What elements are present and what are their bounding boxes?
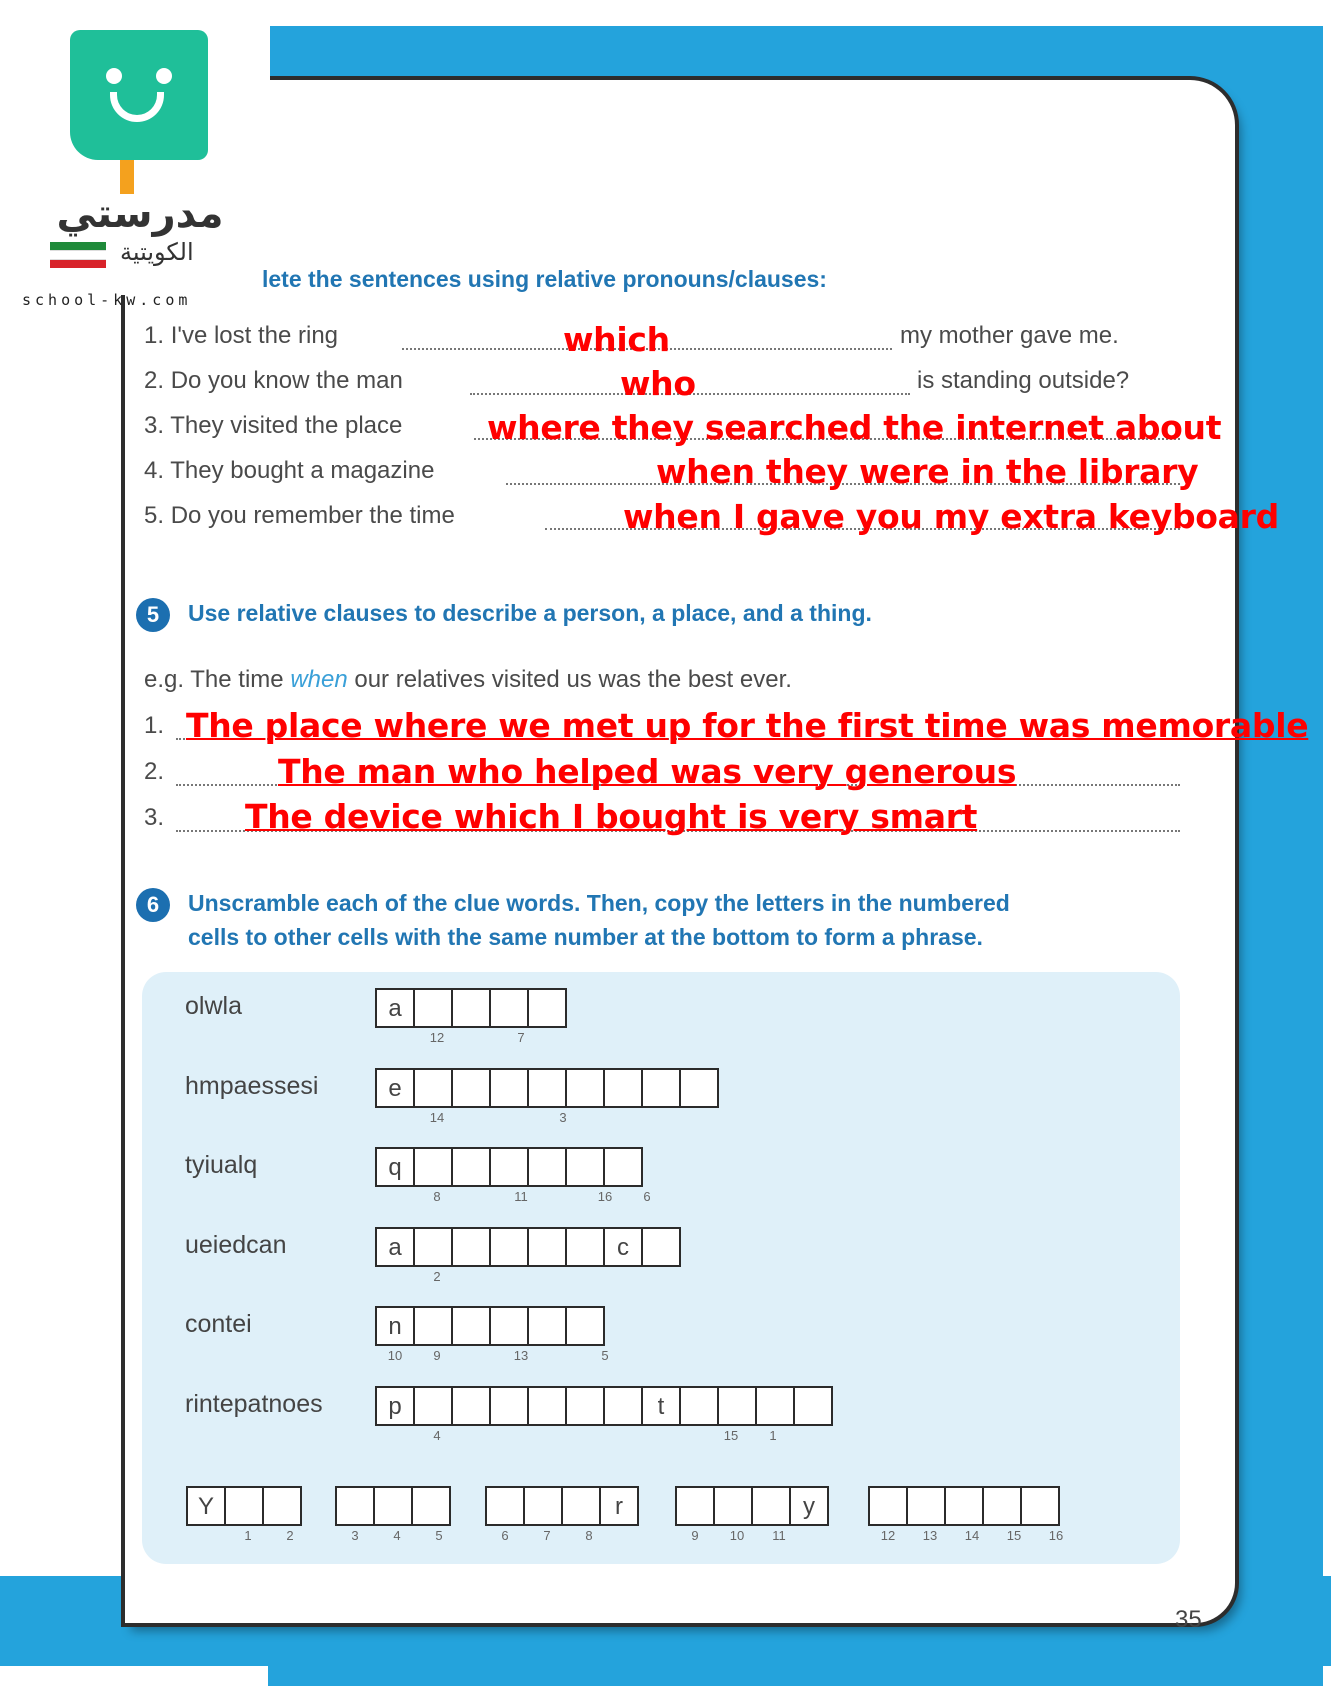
- letter-cell[interactable]: [565, 1147, 605, 1187]
- letter-cell[interactable]: [527, 1227, 567, 1267]
- letter-cell[interactable]: [489, 1306, 529, 1346]
- s4-item2: [144, 367, 403, 395]
- letter-cell[interactable]: [489, 1386, 529, 1426]
- phrase-letter-cell[interactable]: [373, 1486, 413, 1526]
- section6-number-badge: 6: [136, 888, 170, 922]
- answer-text: when they were in the library: [656, 452, 1199, 491]
- logo-smile: [110, 92, 164, 122]
- item-number: 2.: [144, 367, 165, 394]
- letter-cell[interactable]: [717, 1386, 757, 1426]
- section6-heading-line1: Unscramble each of the clue words. Then, copy the letters in the numbered: [188, 890, 1010, 916]
- letter-cell[interactable]: [413, 988, 453, 1028]
- letter-cell[interactable]: [565, 1386, 605, 1426]
- phrase-letter-cell[interactable]: [411, 1486, 451, 1526]
- letter-cell[interactable]: [565, 1068, 605, 1108]
- item-number: 4.: [144, 457, 165, 484]
- letter-cell[interactable]: [603, 1147, 643, 1187]
- sentence-start: I've lost the ring: [170, 322, 339, 349]
- cell-number: 11: [514, 1189, 528, 1204]
- cell-number: 5: [601, 1348, 609, 1363]
- cell-number: 15: [723, 1428, 739, 1443]
- answer-cell-row: [375, 1227, 681, 1267]
- example-start: e.g. The time: [144, 666, 284, 693]
- cell-number: 10: [729, 1528, 745, 1543]
- cell-number: 12: [880, 1528, 896, 1543]
- phrase-letter-cell[interactable]: [523, 1486, 563, 1526]
- cell-number: 13: [513, 1348, 529, 1363]
- sentence-end: my mother gave me.: [900, 322, 1119, 349]
- s4-item1: [144, 322, 338, 350]
- letter-cell[interactable]: [641, 1227, 681, 1267]
- letter-cell[interactable]: [451, 1227, 491, 1267]
- cell-number: 2: [433, 1269, 441, 1284]
- cell-number: 1: [769, 1428, 777, 1443]
- phrase-word-group: [186, 1486, 302, 1526]
- phrase-letter-cell[interactable]: [1020, 1486, 1060, 1526]
- cell-number: 2: [286, 1528, 294, 1543]
- cell-number: 6: [501, 1528, 509, 1543]
- phrase-letter-cell[interactable]: [262, 1486, 302, 1526]
- answer-text: which: [563, 320, 670, 359]
- item-number: 5.: [144, 502, 165, 529]
- letter-cell[interactable]: a: [375, 988, 415, 1028]
- phrase-word-group: [335, 1486, 451, 1526]
- letter-cell[interactable]: [755, 1386, 795, 1426]
- s4-item4: [144, 457, 434, 485]
- phrase-letter-cell[interactable]: [868, 1486, 908, 1526]
- answer-cell-row: [375, 1306, 605, 1346]
- letter-cell[interactable]: [413, 1227, 453, 1267]
- letter-cell[interactable]: [451, 1386, 491, 1426]
- cell-number: 7: [517, 1030, 525, 1045]
- example-keyword: when: [290, 666, 348, 693]
- clue-word: hmpaessesi: [185, 1072, 319, 1100]
- logo-eye-right: [156, 68, 172, 84]
- cell-number: 6: [643, 1189, 651, 1204]
- answer-text: who: [620, 364, 696, 403]
- page-number: 35: [1175, 1606, 1202, 1633]
- s5-item1-number: 1.: [144, 712, 165, 739]
- phrase-letter-cell[interactable]: [561, 1486, 601, 1526]
- cell-number: 9: [691, 1528, 699, 1543]
- answer-text: The man who helped was very generous: [278, 752, 1017, 791]
- letter-cell[interactable]: [413, 1386, 453, 1426]
- sentence-end: is standing outside?: [917, 367, 1130, 394]
- letter-cell[interactable]: [413, 1306, 453, 1346]
- phrase-letter-cell[interactable]: [713, 1486, 753, 1526]
- cell-number: 7: [543, 1528, 551, 1543]
- section5-example: [144, 666, 792, 694]
- letter-cell[interactable]: [527, 1147, 567, 1187]
- letter-cell[interactable]: [489, 988, 529, 1028]
- clue-word: contei: [185, 1310, 252, 1338]
- letter-cell[interactable]: [451, 1306, 491, 1346]
- s5-item2-number: 2.: [144, 758, 165, 785]
- section5-heading: Use relative clauses to describe a person, a place, and a thing.: [188, 600, 872, 626]
- answer-cell-row: [375, 1147, 643, 1187]
- clue-word: rintepatnoes: [185, 1390, 323, 1418]
- letter-cell[interactable]: [451, 1147, 491, 1187]
- cell-number: 10: [387, 1348, 403, 1363]
- cell-number: 8: [433, 1189, 441, 1204]
- answer-text: The device which I bought is very smart: [245, 797, 978, 836]
- phrase-letter-cell[interactable]: Y: [186, 1486, 226, 1526]
- letter-cell[interactable]: [451, 988, 491, 1028]
- letter-cell[interactable]: c: [603, 1227, 643, 1267]
- letter-cell[interactable]: [679, 1068, 719, 1108]
- phrase-word-group: [485, 1486, 639, 1526]
- sentence-start: Do you know the man: [170, 367, 403, 394]
- phrase-letter-cell[interactable]: [944, 1486, 984, 1526]
- phrase-letter-cell[interactable]: [982, 1486, 1022, 1526]
- sentence-start: Do you remember the time: [170, 502, 455, 529]
- letter-cell[interactable]: [527, 1068, 567, 1108]
- phrase-letter-cell[interactable]: [485, 1486, 525, 1526]
- phrase-letter-cell[interactable]: [751, 1486, 791, 1526]
- answer-text: when I gave you my extra keyboard: [623, 497, 1279, 536]
- item-number: 1.: [144, 322, 165, 349]
- letter-cell[interactable]: [413, 1068, 453, 1108]
- letter-cell[interactable]: q: [375, 1147, 415, 1187]
- answer-cell-row: [375, 1386, 833, 1426]
- s5-item3-number: 3.: [144, 804, 165, 831]
- cell-number: 5: [435, 1528, 443, 1543]
- phrase-letter-cell[interactable]: r: [599, 1486, 639, 1526]
- example-end: our relatives visited us was the best ever.: [354, 666, 792, 693]
- cell-number: 13: [922, 1528, 938, 1543]
- answer-text: where they searched the internet about: [487, 408, 1222, 447]
- cell-number: 1: [244, 1528, 252, 1543]
- logo-pencil-icon: [120, 160, 134, 194]
- logo-arabic-subtitle: الكويتية: [120, 238, 194, 266]
- cell-number: 3: [351, 1528, 359, 1543]
- letter-cell[interactable]: [527, 988, 567, 1028]
- letter-cell[interactable]: [451, 1068, 491, 1108]
- phrase-word-group: [675, 1486, 829, 1526]
- letter-cell[interactable]: [489, 1147, 529, 1187]
- logo-site-url: school-kw.com: [22, 291, 192, 309]
- section4-heading: lete the sentences using relative pronouns/clauses:: [262, 266, 827, 292]
- answer-cell-row: [375, 988, 567, 1028]
- cell-number: 8: [585, 1528, 593, 1543]
- letter-cell[interactable]: [489, 1227, 529, 1267]
- cell-number: 15: [1006, 1528, 1022, 1543]
- logo-tile-icon: [70, 30, 208, 160]
- letter-cell[interactable]: [527, 1306, 567, 1346]
- clue-word: olwla: [185, 992, 242, 1020]
- s4-item3: [144, 412, 402, 440]
- cell-number: 16: [1048, 1528, 1064, 1543]
- answer-cell-row: [375, 1068, 719, 1108]
- logo-arabic-title: مدرستي: [56, 191, 224, 237]
- section5-number-badge: 5: [136, 598, 170, 632]
- letter-cell[interactable]: [679, 1386, 719, 1426]
- letter-cell[interactable]: e: [375, 1068, 415, 1108]
- puzzle-panel: [142, 972, 1180, 1564]
- kuwait-flag-icon: [50, 242, 106, 266]
- clue-word: ueiedcan: [185, 1231, 287, 1259]
- letter-cell[interactable]: [603, 1068, 643, 1108]
- school-logo: [0, 20, 270, 309]
- cell-number: 9: [433, 1348, 441, 1363]
- letter-cell[interactable]: [565, 1306, 605, 1346]
- phrase-letter-cell[interactable]: [335, 1486, 375, 1526]
- sentence-start: They visited the place: [170, 412, 403, 439]
- letter-cell[interactable]: [793, 1386, 833, 1426]
- letter-cell[interactable]: [641, 1068, 681, 1108]
- cell-number: 4: [433, 1428, 441, 1443]
- clue-word: tyiualq: [185, 1151, 258, 1179]
- phrase-letter-cell[interactable]: [906, 1486, 946, 1526]
- letter-cell[interactable]: p: [375, 1386, 415, 1426]
- phrase-word-group: [868, 1486, 1060, 1526]
- logo-eye-left: [106, 68, 122, 84]
- letter-cell[interactable]: a: [375, 1227, 415, 1267]
- letter-cell[interactable]: [565, 1227, 605, 1267]
- section6-heading-line2: cells to other cells with the same number at the bottom to form a phrase.: [188, 924, 983, 950]
- letter-cell[interactable]: n: [375, 1306, 415, 1346]
- cell-number: 4: [393, 1528, 401, 1543]
- cell-number: 14: [964, 1528, 980, 1543]
- phrase-letter-cell[interactable]: [224, 1486, 264, 1526]
- answer-text: The place where we met up for the first time was memorable: [186, 706, 1309, 745]
- cell-number: 11: [772, 1528, 786, 1543]
- cell-number: 12: [429, 1030, 445, 1045]
- s4-item5: [144, 502, 455, 530]
- cell-number: 16: [597, 1189, 613, 1204]
- phrase-letter-cell[interactable]: y: [789, 1486, 829, 1526]
- letter-cell[interactable]: [489, 1068, 529, 1108]
- letter-cell[interactable]: [527, 1386, 567, 1426]
- letter-cell[interactable]: t: [641, 1386, 681, 1426]
- item-number: 3.: [144, 412, 165, 439]
- letter-cell[interactable]: [413, 1147, 453, 1187]
- cell-number: 3: [559, 1110, 567, 1125]
- cell-number: 14: [429, 1110, 445, 1125]
- sentence-start: They bought a magazine: [170, 457, 435, 484]
- phrase-letter-cell[interactable]: [675, 1486, 715, 1526]
- letter-cell[interactable]: [603, 1386, 643, 1426]
